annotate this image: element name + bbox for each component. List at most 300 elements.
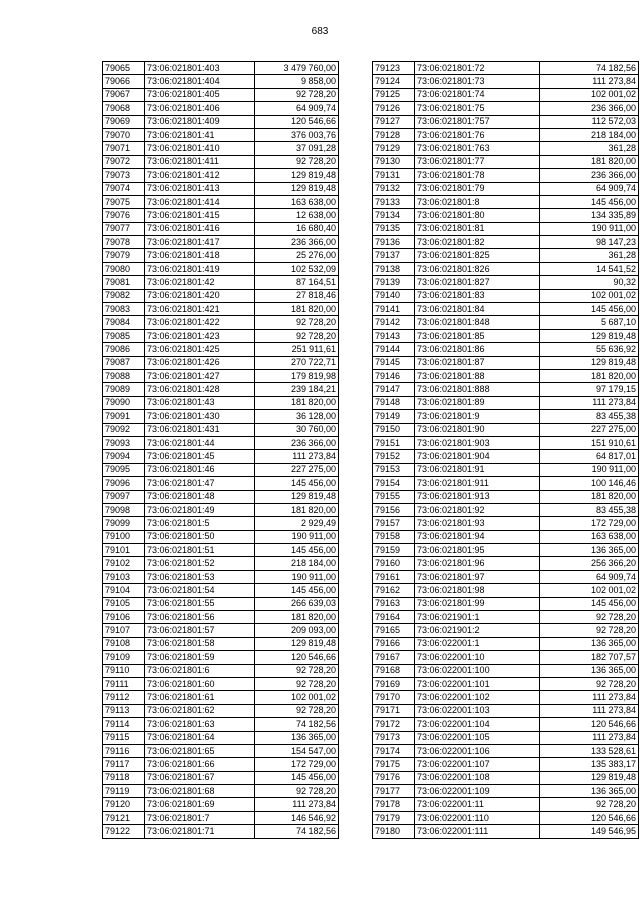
cadastral-value: 190 911,00	[255, 530, 339, 543]
table-row	[103, 597, 339, 610]
row-number: 79093	[103, 436, 145, 449]
row-number: 79122	[103, 825, 145, 838]
cadastral-value: 12 638,00	[255, 209, 339, 222]
cadastral-number: 73:06:021801:913	[415, 490, 540, 503]
row-number: 79179	[373, 811, 415, 824]
cadastral-number: 73:06:021801:848	[415, 316, 540, 329]
table-row	[373, 276, 639, 289]
row-number: 79072	[103, 155, 145, 168]
table-row	[103, 369, 339, 382]
cadastral-number: 73:06:021801:43	[145, 396, 255, 409]
table-row	[373, 731, 639, 744]
row-number: 79103	[103, 570, 145, 583]
cadastral-number: 73:06:021801:45	[145, 450, 255, 463]
table-row	[103, 289, 339, 302]
table-row	[103, 611, 339, 624]
row-number: 79070	[103, 128, 145, 141]
table-row	[103, 195, 339, 208]
table-row	[373, 128, 639, 141]
table-row	[103, 651, 339, 664]
table-row	[103, 744, 339, 757]
table-row	[373, 490, 639, 503]
row-number: 79155	[373, 490, 415, 503]
table-row	[373, 222, 639, 235]
cadastral-value: 151 910,61	[540, 436, 639, 449]
cadastral-number: 73:06:021801:72	[415, 62, 540, 75]
cadastral-number: 73:06:021801:405	[145, 88, 255, 101]
row-number: 79164	[373, 611, 415, 624]
cadastral-value: 136 365,00	[540, 785, 639, 798]
cadastral-number: 73:06:021801:422	[145, 316, 255, 329]
cadastral-number: 73:06:021801:7	[145, 811, 255, 824]
cadastral-value: 129 819,48	[255, 182, 339, 195]
cadastral-value: 236 366,00	[255, 436, 339, 449]
row-number: 79115	[103, 731, 145, 744]
cadastral-number: 73:06:021801:92	[415, 503, 540, 516]
row-number: 79119	[103, 785, 145, 798]
row-number: 79154	[373, 477, 415, 490]
cadastral-number: 73:06:022001:1	[415, 637, 540, 650]
cadastral-value: 154 547,00	[255, 744, 339, 757]
row-number: 79127	[373, 115, 415, 128]
table-row	[103, 169, 339, 182]
row-number: 79153	[373, 463, 415, 476]
row-number: 79131	[373, 169, 415, 182]
row-number: 79094	[103, 450, 145, 463]
table-row	[373, 771, 639, 784]
table-row	[373, 798, 639, 811]
cadastral-value: 251 911,61	[255, 343, 339, 356]
row-number: 79110	[103, 664, 145, 677]
cadastral-number: 73:06:021801:415	[145, 209, 255, 222]
table-row	[373, 396, 639, 409]
table-row	[103, 423, 339, 436]
row-number: 79160	[373, 557, 415, 570]
cadastral-value: 36 128,00	[255, 410, 339, 423]
cadastral-number: 73:06:021801:52	[145, 557, 255, 570]
cadastral-value: 111 273,84	[540, 691, 639, 704]
table-row	[373, 115, 639, 128]
cadastral-number: 73:06:021801:48	[145, 490, 255, 503]
cadastral-number: 73:06:022001:102	[415, 691, 540, 704]
table-row	[103, 356, 339, 369]
cadastral-number: 73:06:021801:85	[415, 329, 540, 342]
cadastral-number: 73:06:022001:10	[415, 651, 540, 664]
cadastral-number: 73:06:021801:91	[415, 463, 540, 476]
table-row	[103, 262, 339, 275]
cadastral-number: 73:06:021801:86	[415, 343, 540, 356]
table-row	[373, 195, 639, 208]
cadastral-number: 73:06:021801:80	[415, 209, 540, 222]
cadastral-number: 73:06:021801:57	[145, 624, 255, 637]
row-number: 79157	[373, 517, 415, 530]
cadastral-value: 190 911,00	[540, 222, 639, 235]
cadastral-value: 92 728,20	[255, 316, 339, 329]
cadastral-number: 73:06:021801:79	[415, 182, 540, 195]
cadastral-value: 181 820,00	[255, 396, 339, 409]
cadastral-number: 73:06:022001:104	[415, 718, 540, 731]
row-number: 79114	[103, 718, 145, 731]
table-row	[103, 530, 339, 543]
row-number: 79142	[373, 316, 415, 329]
row-number: 79151	[373, 436, 415, 449]
cadastral-value: 145 456,00	[255, 584, 339, 597]
cadastral-value: 102 001,02	[540, 584, 639, 597]
row-number: 79116	[103, 744, 145, 757]
cadastral-number: 73:06:021801:423	[145, 329, 255, 342]
cadastral-value: 111 273,84	[255, 798, 339, 811]
cadastral-value: 239 184,21	[255, 383, 339, 396]
cadastral-number: 73:06:021801:56	[145, 611, 255, 624]
cadastral-value: 111 273,84	[540, 731, 639, 744]
cadastral-number: 73:06:021801:406	[145, 102, 255, 115]
row-number: 79068	[103, 102, 145, 115]
cadastral-value: 129 819,48	[540, 329, 639, 342]
row-number: 79089	[103, 383, 145, 396]
table-row	[103, 731, 339, 744]
cadastral-value: 181 820,00	[255, 503, 339, 516]
row-number: 79105	[103, 597, 145, 610]
cadastral-value: 92 728,20	[540, 798, 639, 811]
cadastral-value: 120 546,66	[255, 115, 339, 128]
row-number: 79084	[103, 316, 145, 329]
table-row	[103, 584, 339, 597]
table-row	[373, 825, 639, 838]
cadastral-value: 30 760,00	[255, 423, 339, 436]
cadastral-number: 73:06:021801:77	[415, 155, 540, 168]
row-number: 79163	[373, 597, 415, 610]
cadastral-value: 74 182,56	[255, 718, 339, 731]
cadastral-number: 73:06:021801:9	[415, 410, 540, 423]
row-number: 79129	[373, 142, 415, 155]
row-number: 79162	[373, 584, 415, 597]
cadastral-value: 236 366,00	[540, 102, 639, 115]
cadastral-number: 73:06:022001:108	[415, 771, 540, 784]
cadastral-value: 190 911,00	[255, 570, 339, 583]
cadastral-number: 73:06:021801:95	[415, 544, 540, 557]
cadastral-number: 73:06:021801:428	[145, 383, 255, 396]
row-number: 79101	[103, 544, 145, 557]
table-row	[373, 651, 639, 664]
row-number: 79112	[103, 691, 145, 704]
row-number: 79130	[373, 155, 415, 168]
cadastral-value: 120 546,66	[540, 718, 639, 731]
table-row	[103, 570, 339, 583]
table-row	[103, 236, 339, 249]
row-number: 79107	[103, 624, 145, 637]
cadastral-number: 73:06:021801:83	[415, 289, 540, 302]
cadastral-value: 111 273,84	[540, 396, 639, 409]
table-row	[373, 329, 639, 342]
cadastral-number: 73:06:021801:430	[145, 410, 255, 423]
row-number: 79080	[103, 262, 145, 275]
cadastral-value: 172 729,00	[255, 758, 339, 771]
cadastral-number: 73:06:021801:420	[145, 289, 255, 302]
cadastral-number: 73:06:021801:412	[145, 169, 255, 182]
cadastral-value: 133 528,61	[540, 744, 639, 757]
cadastral-number: 73:06:021801:50	[145, 530, 255, 543]
cadastral-number: 73:06:022001:103	[415, 704, 540, 717]
table-row	[103, 798, 339, 811]
table-row	[373, 450, 639, 463]
table-row	[373, 356, 639, 369]
table-row	[373, 570, 639, 583]
row-number: 79180	[373, 825, 415, 838]
row-number: 79138	[373, 262, 415, 275]
cadastral-number: 73:06:021901:2	[415, 624, 540, 637]
cadastral-number: 73:06:021801:93	[415, 517, 540, 530]
table-row	[373, 423, 639, 436]
cadastral-number: 73:06:021801:911	[415, 477, 540, 490]
table-row	[373, 677, 639, 690]
table-row	[103, 477, 339, 490]
row-number: 79124	[373, 75, 415, 88]
table-row	[103, 128, 339, 141]
cadastral-number: 73:06:022001:110	[415, 811, 540, 824]
cadastral-number: 73:06:021801:416	[145, 222, 255, 235]
cadastral-number: 73:06:021801:414	[145, 195, 255, 208]
table-row	[103, 517, 339, 530]
cadastral-number: 73:06:021801:888	[415, 383, 540, 396]
table-row	[373, 155, 639, 168]
table-row	[373, 262, 639, 275]
row-number: 79087	[103, 356, 145, 369]
table-row	[373, 758, 639, 771]
cadastral-value: 92 728,20	[255, 88, 339, 101]
table-row	[373, 718, 639, 731]
cadastral-number: 73:06:021801:418	[145, 249, 255, 262]
row-number: 79173	[373, 731, 415, 744]
table-row	[373, 557, 639, 570]
row-number: 79159	[373, 544, 415, 557]
table-row	[373, 624, 639, 637]
row-number: 79099	[103, 517, 145, 530]
cadastral-number: 73:06:022001:107	[415, 758, 540, 771]
table-row	[103, 222, 339, 235]
cadastral-value: 256 366,20	[540, 557, 639, 570]
cadastral-value: 92 728,20	[255, 155, 339, 168]
cadastral-number: 73:06:021801:757	[415, 115, 540, 128]
row-number: 79165	[373, 624, 415, 637]
cadastral-value: 27 818,46	[255, 289, 339, 302]
row-number: 79082	[103, 289, 145, 302]
row-number: 79081	[103, 276, 145, 289]
cadastral-value: 149 546,95	[540, 825, 639, 838]
row-number: 79083	[103, 303, 145, 316]
cadastral-value: 92 728,20	[255, 704, 339, 717]
cadastral-value: 92 728,20	[540, 677, 639, 690]
table-row	[103, 396, 339, 409]
cadastral-number: 73:06:021801:82	[415, 236, 540, 249]
cadastral-value: 90,32	[540, 276, 639, 289]
cadastral-value: 227 275,00	[540, 423, 639, 436]
row-number: 79066	[103, 75, 145, 88]
row-number: 79176	[373, 771, 415, 784]
cadastral-value: 92 728,20	[540, 611, 639, 624]
cadastral-number: 73:06:021801:41	[145, 128, 255, 141]
cadastral-value: 64 909,74	[540, 570, 639, 583]
row-number: 79100	[103, 530, 145, 543]
cadastral-value: 97 179,15	[540, 383, 639, 396]
table-row	[103, 343, 339, 356]
row-number: 79104	[103, 584, 145, 597]
cadastral-number: 73:06:021901:1	[415, 611, 540, 624]
table-row	[373, 463, 639, 476]
cadastral-value: 146 546,92	[255, 811, 339, 824]
cadastral-number: 73:06:021801:54	[145, 584, 255, 597]
table-row	[103, 624, 339, 637]
row-number: 79090	[103, 396, 145, 409]
cadastral-number: 73:06:021801:55	[145, 597, 255, 610]
row-number: 79067	[103, 88, 145, 101]
row-number: 79139	[373, 276, 415, 289]
cadastral-number: 73:06:021801:904	[415, 450, 540, 463]
cadastral-value: 64 909,74	[540, 182, 639, 195]
table-row	[373, 88, 639, 101]
row-number: 79074	[103, 182, 145, 195]
cadastral-value: 102 001,02	[540, 289, 639, 302]
cadastral-value: 92 728,20	[540, 624, 639, 637]
table-row	[373, 369, 639, 382]
cadastral-number: 73:06:021801:90	[415, 423, 540, 436]
table-row	[373, 611, 639, 624]
cadastral-number: 73:06:021801:73	[415, 75, 540, 88]
cadastral-number: 73:06:021801:403	[145, 62, 255, 75]
cadastral-number: 73:06:021801:53	[145, 570, 255, 583]
cadastral-number: 73:06:021801:417	[145, 236, 255, 249]
table-row	[103, 115, 339, 128]
table-row	[103, 664, 339, 677]
cadastral-value: 14 541,52	[540, 262, 639, 275]
cadastral-number: 73:06:021801:411	[145, 155, 255, 168]
row-number: 79095	[103, 463, 145, 476]
cadastral-value: 218 184,00	[255, 557, 339, 570]
cadastral-value: 376 003,76	[255, 128, 339, 141]
row-number: 79088	[103, 369, 145, 382]
cadastral-value: 182 707,57	[540, 651, 639, 664]
cadastral-number: 73:06:021801:413	[145, 182, 255, 195]
row-number: 79097	[103, 490, 145, 503]
cadastral-number: 73:06:021801:76	[415, 128, 540, 141]
row-number: 79171	[373, 704, 415, 717]
cadastral-number: 73:06:021801:47	[145, 477, 255, 490]
row-number: 79120	[103, 798, 145, 811]
table-row	[373, 303, 639, 316]
table-row	[103, 691, 339, 704]
cadastral-value: 120 546,66	[540, 811, 639, 824]
cadastral-number: 73:06:021801:763	[415, 142, 540, 155]
table-row	[373, 691, 639, 704]
row-number: 79108	[103, 637, 145, 650]
table-row	[103, 436, 339, 449]
row-number: 79156	[373, 503, 415, 516]
table-row	[373, 102, 639, 115]
table-row	[103, 758, 339, 771]
row-number: 79168	[373, 664, 415, 677]
page-number: 683	[311, 26, 329, 37]
cadastral-number: 73:06:021801:97	[415, 570, 540, 583]
table-row	[373, 597, 639, 610]
table-row	[373, 410, 639, 423]
cadastral-value: 9 858,00	[255, 75, 339, 88]
cadastral-value: 129 819,48	[255, 490, 339, 503]
cadastral-value: 92 728,20	[255, 664, 339, 677]
row-number: 79078	[103, 236, 145, 249]
table-row	[373, 637, 639, 650]
cadastral-value: 209 093,00	[255, 624, 339, 637]
row-number: 79117	[103, 758, 145, 771]
table-row	[103, 276, 339, 289]
cadastral-value: 5 687,10	[540, 316, 639, 329]
cadastral-value: 102 001,02	[255, 691, 339, 704]
row-number: 79118	[103, 771, 145, 784]
cadastral-number: 73:06:021801:65	[145, 744, 255, 757]
row-number: 79144	[373, 343, 415, 356]
table-row	[103, 249, 339, 262]
table-row	[103, 704, 339, 717]
row-number: 79137	[373, 249, 415, 262]
row-number: 79134	[373, 209, 415, 222]
row-number: 79136	[373, 236, 415, 249]
row-number: 79123	[373, 62, 415, 75]
cadastral-value: 111 273,84	[540, 75, 639, 88]
table-row	[103, 155, 339, 168]
row-number: 79141	[373, 303, 415, 316]
cadastral-number: 73:06:022001:101	[415, 677, 540, 690]
row-number: 79177	[373, 785, 415, 798]
row-number: 79140	[373, 289, 415, 302]
cadastral-value: 98 147,23	[540, 236, 639, 249]
cadastral-value: 136 365,00	[255, 731, 339, 744]
cadastral-number: 73:06:022001:109	[415, 785, 540, 798]
cadastral-number: 73:06:022001:106	[415, 744, 540, 757]
row-number: 79147	[373, 383, 415, 396]
cadastral-value: 236 366,00	[255, 236, 339, 249]
cadastral-number: 73:06:021801:44	[145, 436, 255, 449]
row-number: 79096	[103, 477, 145, 490]
table-row	[103, 544, 339, 557]
cadastral-value: 129 819,48	[540, 771, 639, 784]
table-row	[373, 785, 639, 798]
cadastral-value: 361,28	[540, 249, 639, 262]
row-number: 79150	[373, 423, 415, 436]
cadastral-number: 73:06:021801:825	[415, 249, 540, 262]
row-number: 79175	[373, 758, 415, 771]
table-row	[373, 236, 639, 249]
cadastral-number: 73:06:021801:87	[415, 356, 540, 369]
cadastral-number: 73:06:021801:88	[415, 369, 540, 382]
table-row	[373, 142, 639, 155]
cadastral-number: 73:06:021801:62	[145, 704, 255, 717]
row-number: 79121	[103, 811, 145, 824]
row-number: 79091	[103, 410, 145, 423]
cadastral-number: 73:06:021801:98	[415, 584, 540, 597]
row-number: 79102	[103, 557, 145, 570]
table-row	[103, 303, 339, 316]
cadastral-value: 87 164,51	[255, 276, 339, 289]
row-number: 79166	[373, 637, 415, 650]
cadastral-number: 73:06:021801:60	[145, 677, 255, 690]
cadastral-value: 227 275,00	[255, 463, 339, 476]
cadastral-value: 74 182,56	[540, 62, 639, 75]
table-row	[373, 209, 639, 222]
table-row	[103, 463, 339, 476]
cadastral-number: 73:06:021801:826	[415, 262, 540, 275]
row-number: 79170	[373, 691, 415, 704]
row-number: 79106	[103, 611, 145, 624]
table-row	[373, 530, 639, 543]
cadastral-number: 73:06:021801:5	[145, 517, 255, 530]
